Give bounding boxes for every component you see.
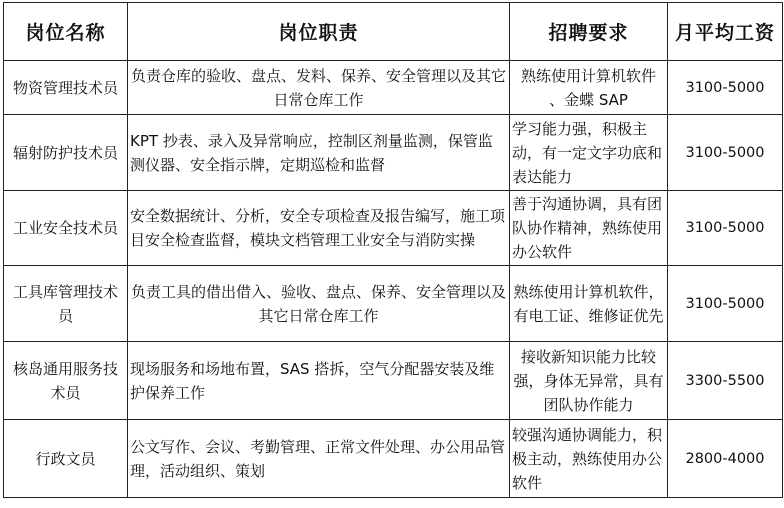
position-salary: 2800-4000	[668, 420, 783, 498]
position-duty: 负责仓库的验收、盘点、发料、保养、安全管理以及其它日常仓库工作	[128, 61, 510, 115]
position-salary: 3100-5000	[668, 191, 783, 266]
position-salary: 3100-5000	[668, 266, 783, 342]
recruitment-table	[3, 2, 783, 498]
position-requirement: 熟练使用计算机软件，有电工证、维修证优先	[510, 266, 668, 342]
header-row	[4, 3, 783, 61]
position-duty: 负责工具的借出借入、验收、盘点、保养、安全管理以及其它日常仓库工作	[128, 266, 510, 342]
position-duty: 安全数据统计、分析，安全专项检查及报告编写，施工项目安全检查监督，模块文档管理工业安全与消防实操	[128, 191, 510, 266]
position-requirement: 接收新知识能力比较强，身体无异常，具有团队协作能力	[510, 342, 668, 420]
position-title: 物资管理技术员	[4, 61, 128, 115]
position-title: 工业安全技术员	[4, 191, 128, 266]
position-salary: 3300-5500	[668, 342, 783, 420]
position-requirement: 熟练使用计算机软件 、金蝶 SAP	[510, 61, 668, 115]
position-requirement: 较强沟通协调能力，积极主动，熟练使用办公软件	[510, 420, 668, 498]
position-duty: 现场服务和场地布置，SAS 搭拆，空气分配器安装及维护保养工作	[128, 342, 510, 420]
position-title: 核岛通用服务技术员	[4, 342, 128, 420]
table-row	[4, 342, 783, 420]
position-salary: 3100-5000	[668, 115, 783, 191]
table-row	[4, 191, 783, 266]
position-requirement: 善于沟通协调，具有团队协作精神，熟练使用办公软件	[510, 191, 668, 266]
table-row	[4, 420, 783, 498]
position-title: 辐射防护技术员	[4, 115, 128, 191]
position-duty: 公文写作、会议、考勤管理、正常文件处理、办公用品管理，活动组织、策划	[128, 420, 510, 498]
table-row	[4, 61, 783, 115]
position-title: 工具库管理技术员	[4, 266, 128, 342]
position-salary: 3100-5000	[668, 61, 783, 115]
header-title: 岗位名称	[4, 3, 128, 61]
header-salary: 月平均工资	[668, 3, 783, 61]
header-duty: 岗位职责	[128, 3, 510, 61]
position-title: 行政文员	[4, 420, 128, 498]
position-duty: KPT 抄表、录入及异常响应，控制区剂量监测，保管监测仪器、安全指示牌，定期巡检和监督	[128, 115, 510, 191]
position-requirement: 学习能力强，积极主动，有一定文字功底和表达能力	[510, 115, 668, 191]
table-row	[4, 266, 783, 342]
table-row	[4, 115, 783, 191]
header-requirement: 招聘要求	[510, 3, 668, 61]
